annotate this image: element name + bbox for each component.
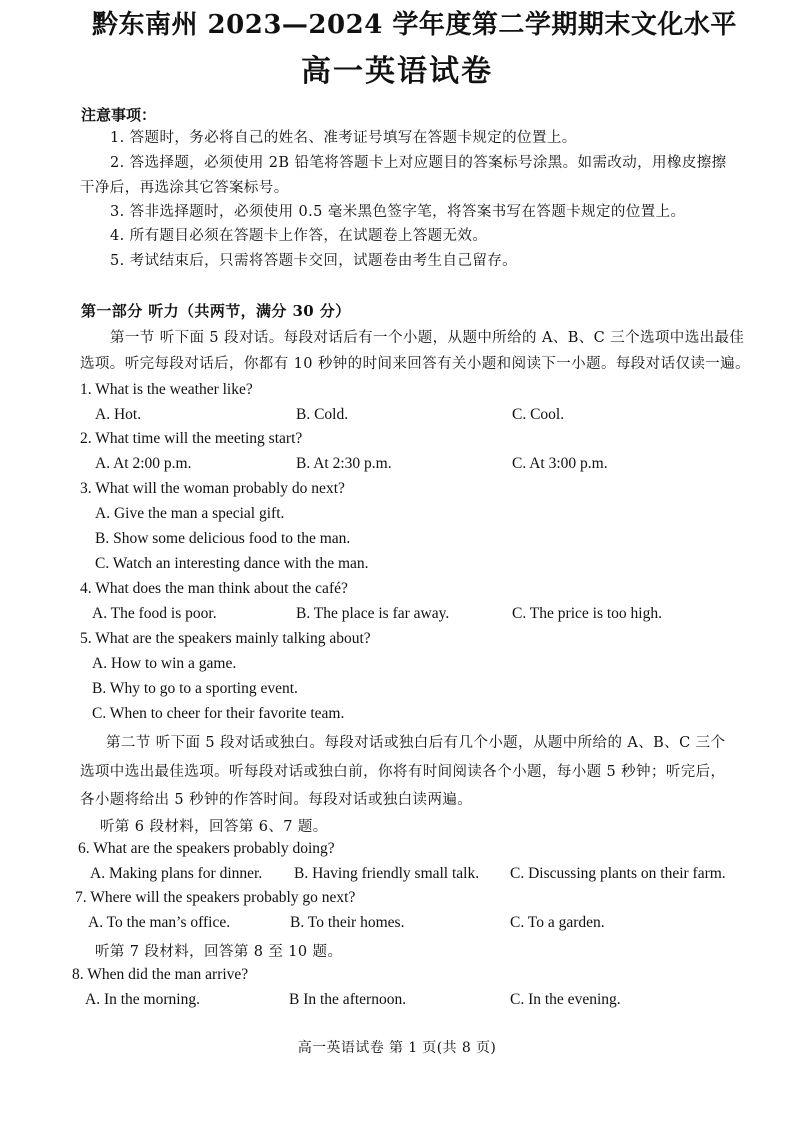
question-2-option-a: A. At 2:00 p.m. — [95, 455, 192, 472]
question-2-stem: 2. What time will the meeting start? — [80, 430, 303, 447]
note-item-2-cont: 干净后，再选涂其它答案标号。 — [80, 180, 289, 196]
question-1-stem: 1. What is the weather like? — [80, 381, 253, 398]
question-1-option-a: A. Hot. — [95, 406, 142, 423]
question-7-option-c: C. To a garden. — [510, 914, 605, 931]
note-item-5: 5. 考试结束后，只需将答题卡交回，试题卷由考生自己留存。 — [110, 253, 518, 269]
exam-title-line1: 黔东南州 2023—2024 学年度第二学期期末文化水平 — [92, 10, 737, 40]
section2-instruction-line3: 各小题将给出 5 秒钟的作答时间。每段对话或独白读两遍。 — [80, 792, 473, 808]
section1-instruction-line1: 第一节 听下面 5 段对话。每段对话后有一个小题，从题中所给的 A、B、C 三个选项中选出最佳 — [110, 330, 745, 346]
exam-title-subject: 高一英语试卷 — [301, 54, 493, 89]
question-6-option-a: A. Making plans for dinner. — [90, 865, 263, 882]
question-8-stem: 8. When did the man arrive? — [72, 966, 249, 983]
question-5-option-a: A. How to win a game. — [92, 655, 237, 672]
question-8-option-b: B In the afternoon. — [289, 991, 407, 1008]
section2-instruction-line1: 第二节 听下面 5 段对话或独白。每段对话或独白后有几个小题，从题中所给的 A、B、C 三个 — [106, 735, 726, 751]
note-item-3: 3. 答非选择题时，必须使用 0.5 毫米黑色签字笔，将答案书写在答题卡规定的位置上。 — [110, 204, 686, 220]
question-4-stem: 4. What does the man think about the café? — [80, 580, 348, 597]
question-3-option-b: B. Show some delicious food to the man. — [95, 530, 351, 547]
note-item-4: 4. 所有题目必须在答题卡上作答，在试题卷上答题无效。 — [110, 228, 488, 244]
page-footer: 高一英语试卷 第 1 页(共 8 页) — [297, 1040, 497, 1056]
question-4-option-c: C. The price is too high. — [512, 605, 662, 622]
question-6-option-c: C. Discussing plants on their farm. — [510, 865, 726, 882]
part1-heading: 第一部分 听力（共两节，满分 30 分） — [81, 302, 351, 320]
section1-instruction-line2: 选项。听完每段对话后，你都有 10 秒钟的时间来回答有关小题和阅读下一小题。每段对话仅读一遍。 — [80, 356, 750, 372]
question-5-stem: 5. What are the speakers mainly talking about? — [80, 630, 371, 647]
material-6-instruction: 听第 6 段材料，回答第 6、7 题。 — [100, 819, 328, 835]
question-5-option-b: B. Why to go to a sporting event. — [92, 680, 298, 697]
notes-heading: 注意事项： — [81, 106, 157, 124]
section2-instruction-line2: 选项中选出最佳选项。听每段对话或独白前，你将有时间阅读各个小题，每小题 5 秒钟；听完后， — [80, 764, 726, 780]
question-6-option-b: B. Having friendly small talk. — [294, 865, 480, 882]
question-8-option-a: A. In the morning. — [85, 991, 200, 1008]
question-7-option-b: B. To their homes. — [290, 914, 405, 931]
note-item-2: 2. 答选择题，必须使用 2B 铅笔将答题卡上对应题目的答案标号涂黑。如需改动，用橡皮擦擦 — [110, 155, 727, 171]
question-7-stem: 7. Where will the speakers probably go next? — [75, 889, 356, 906]
question-1-option-c: C. Cool. — [512, 406, 565, 423]
note-item-1: 1. 答题时，务必将自己的姓名、准考证号填写在答题卡规定的位置上。 — [110, 130, 577, 146]
question-2-option-c: C. At 3:00 p.m. — [512, 455, 608, 472]
question-4-option-b: B. The place is far away. — [296, 605, 450, 622]
question-5-option-c: C. When to cheer for their favorite team. — [92, 705, 345, 722]
question-1-option-b: B. Cold. — [296, 406, 349, 423]
question-4-option-a: A. The food is poor. — [92, 605, 217, 622]
question-3-stem: 3. What will the woman probably do next? — [80, 480, 345, 497]
material-7-instruction: 听第 7 段材料，回答第 8 至 10 题。 — [95, 944, 343, 960]
question-7-option-a: A. To the man’s office. — [88, 914, 231, 931]
question-3-option-c: C. Watch an interesting dance with the man. — [95, 555, 369, 572]
question-3-option-a: A. Give the man a special gift. — [95, 505, 285, 522]
question-2-option-b: B. At 2:30 p.m. — [296, 455, 392, 472]
question-6-stem: 6. What are the speakers probably doing? — [78, 840, 335, 857]
question-8-option-c: C. In the evening. — [510, 991, 621, 1008]
